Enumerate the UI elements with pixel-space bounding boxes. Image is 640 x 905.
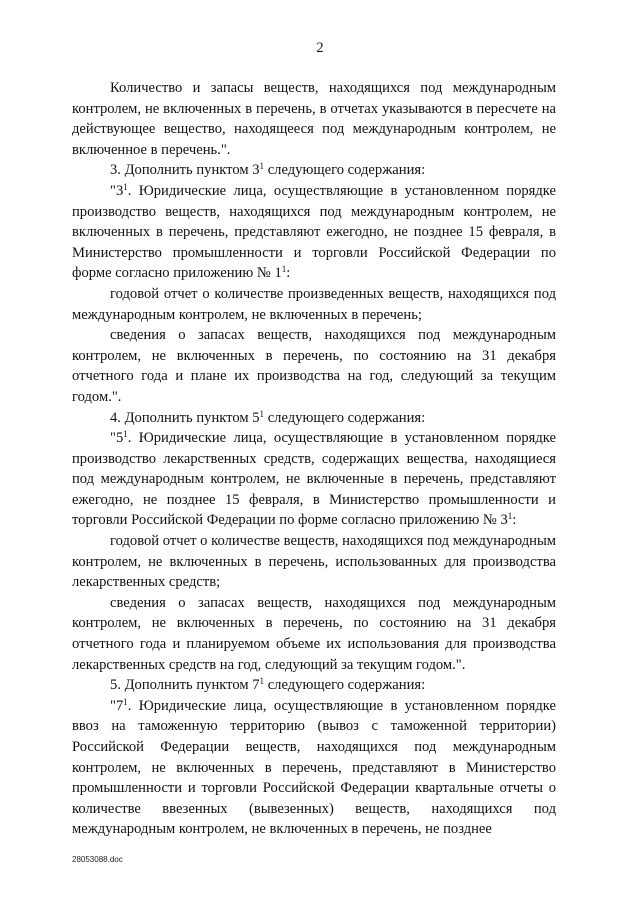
paragraph: "$7^1$. Юридические лица, осуществляющие в установленном порядке ввоз на таможенную территорию (вывоз с таможенной территории) Российской Федерации веществ, находящихся под международным контролем, не включенных в перечень, представляют в Министерство промышленности и торговли Российской Федерации квартальные отчеты о количестве ввезенных (вывезенных) веществ, находящихся под международным контролем, не включенных в перечень, не позднее bbox=[72, 696, 556, 838]
file-name-footer: 28053088.doc bbox=[72, 855, 123, 864]
paragraph: Количество и запасы веществ, находящихся под международным контролем, не включенных в перечень, в отчетах указываются в пересчете на действующее вещество, находящееся под международным контролем, не включенное в перечень.". bbox=[72, 80, 556, 158]
document-body bbox=[72, 78, 556, 840]
paragraph: годовой отчет о количестве произведенных веществ, находящихся под международным контролем, не включенных в перечень; bbox=[72, 285, 556, 323]
paragraph: сведения о запасах веществ, находящихся под международным контролем, не включенных в перечень, по состоянию на 31 декабря отчетного года и плане их производства на год, следующий за текущим годом.". bbox=[72, 327, 556, 405]
paragraph: "$5^1$. Юридические лица, осуществляющие в установленном порядке производство лекарственных средств, содержащих вещества, находящиеся под международным контролем, не включенные в перечень, представляют ежегодно, не позднее 15 февраля, в Министерство промышленности и торговли Российской Федерации по форме согласно приложению № $3^1$: bbox=[72, 429, 556, 529]
paragraph: 3. Дополнить пунктом $3^1$ следующего содержания: bbox=[110, 161, 426, 179]
paragraph: 4. Дополнить пунктом $5^1$ следующего содержания: bbox=[110, 408, 426, 426]
paragraph: сведения о запасах веществ, находящихся под международным контролем, не включенных в перечень, по состоянию на 31 декабря отчетного года и планируемом объеме их использования для производства лекарственных средств на год, следующий за текущим годом.". bbox=[72, 594, 556, 673]
paragraph: "$3^1$. Юридические лица, осуществляющие в установленном порядке производство веществ, находящихся под международным контролем, не включенных в перечень, представляют ежегодно, не позднее 15 февраля, в Министерство промышленности и торговли Российской Федерации по форме согласно приложению № $1^1$: bbox=[72, 181, 556, 282]
paragraph: 5. Дополнить пунктом $7^1$ следующего содержания: bbox=[110, 676, 426, 694]
paragraph: годовой отчет о количестве веществ, находящихся под международным контролем, не включенных в перечень, использованных для производства лекарственных средств; bbox=[72, 533, 556, 591]
page-number: 2 bbox=[316, 40, 324, 56]
